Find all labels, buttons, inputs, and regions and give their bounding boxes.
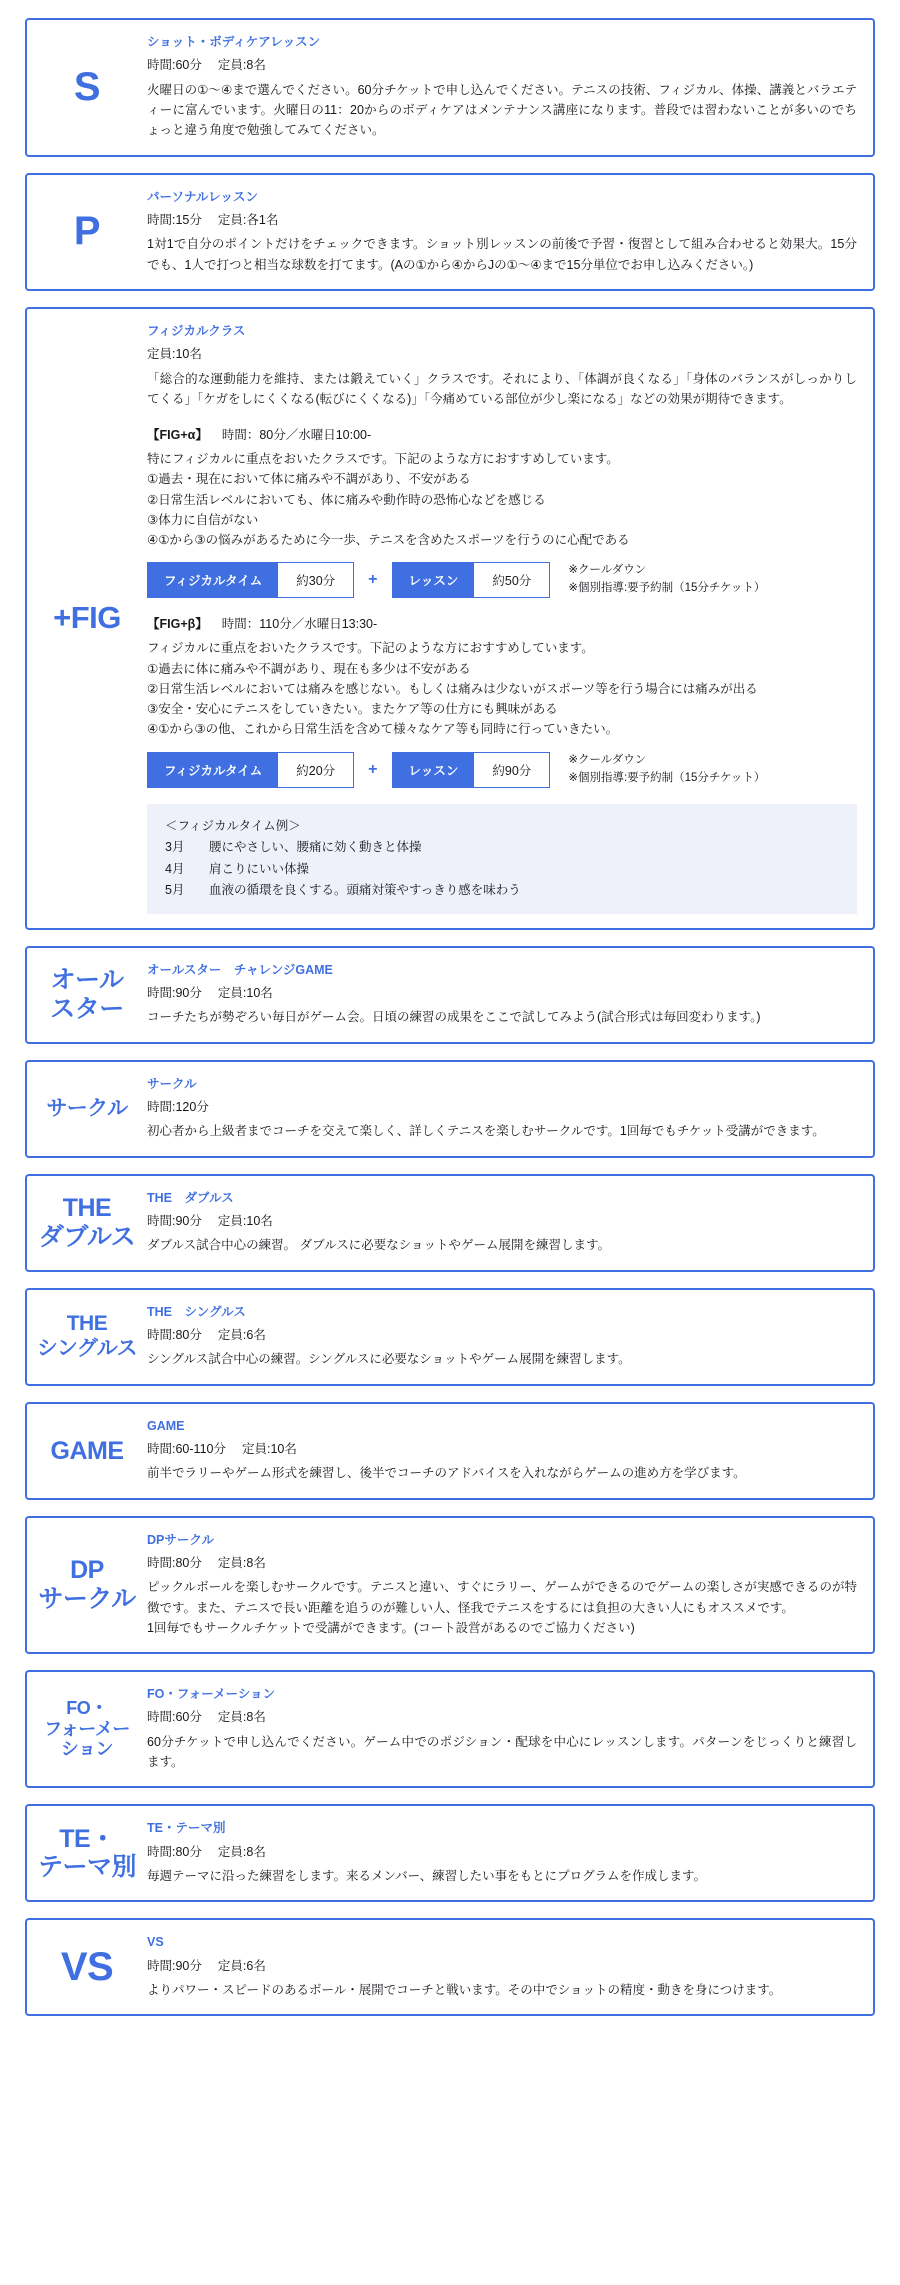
lesson-card-body: [147, 1076, 863, 1142]
subsection-line: ①過去・現在において体に痛みや不調があり、不安がある: [147, 472, 471, 487]
lesson-badge: VS: [60, 1944, 114, 1989]
lesson-time: 時間:15分: [147, 212, 202, 227]
lesson-meta: [147, 1958, 857, 1976]
example-text: 血液の循環を良くする。頭痛対策やすっきり感を味わう: [209, 883, 521, 897]
lesson-card-body: [147, 1418, 863, 1484]
lesson-badge: +FIG: [53, 599, 121, 635]
lesson-capacity: 定員:10名: [241, 1441, 297, 1456]
example-month: 5月: [165, 883, 185, 897]
flow-note: ※クールダウン: [568, 753, 647, 766]
lesson-title: THE シングルス: [147, 1304, 246, 1319]
lesson-cards-container: [25, 18, 875, 2016]
lesson-capacity: 定員:8名: [217, 1844, 266, 1859]
example-row: [165, 880, 839, 902]
lesson-card: [25, 1516, 875, 1655]
lesson-capacity: 定員:8名: [217, 58, 266, 73]
lesson-title: TE・テーマ別: [147, 1821, 226, 1836]
lesson-card-body: [147, 1190, 863, 1256]
flow-lesson-label: レッスン: [393, 753, 475, 787]
flow-pill-physical: [147, 562, 354, 598]
lesson-card: [25, 18, 875, 157]
subsection-time: 時間：80分／水曜日10:00-: [221, 428, 372, 442]
lesson-subsection: [147, 614, 857, 787]
subsection-line: ②日常生活レベルにおいても、体に痛みや動作時の恐怖心などを感じる: [147, 492, 546, 507]
lesson-card: [25, 1918, 875, 2016]
lesson-time: 定員:10名: [147, 347, 202, 361]
lesson-meta: [147, 212, 857, 230]
lesson-capacity: 定員:各1名: [217, 212, 279, 227]
lesson-card-body: [147, 34, 863, 141]
lesson-badge: THE シングルス: [36, 1312, 138, 1360]
lesson-meta: [147, 985, 857, 1003]
example-row: [165, 837, 839, 859]
lesson-card-body: [147, 323, 863, 914]
flow-pill-physical: [147, 752, 354, 788]
lesson-badge: FO・ フォーメー ション: [44, 1698, 130, 1760]
lesson-time: 時間:80分: [147, 1844, 202, 1859]
lesson-card: [25, 173, 875, 291]
lesson-description: ダブルス試合中心の練習。 ダブルスに必要なショットやゲーム展開を練習します。: [147, 1238, 610, 1253]
lesson-description: 1対1で自分のポイントだけをチェックできます。ショット別レッスンの前後で予習・復習として組み合わせると効果大。15分でも、1人で打つと相当な球数を打てます。(Aの①から④からJの①〜④まで15分単位でお申し込みください。): [147, 237, 857, 272]
lesson-title: パーソナルレッスン: [147, 189, 258, 204]
lesson-title: フィジカルクラス: [147, 323, 246, 338]
lesson-card-body: [147, 1686, 863, 1772]
lesson-badge: GAME: [50, 1436, 124, 1465]
lesson-title: オールスター チャレンジGAME: [147, 962, 333, 977]
lesson-description: 「総合的な運動能力を維持、または鍛えていく」クラスです。それにより、「体調が良くなる」「身体のバランスがしっかりしてくる」「ケガをしにくくなる(転びにくくなる)」「今痛めている部位が少し楽になる」などの効果が期待できます。: [147, 371, 857, 406]
lesson-badge: THE ダブルス: [38, 1193, 136, 1251]
subsection-line: ④①から③の悩みがあるために今一歩、テニスを含めたスポーツを行うのに心配である: [147, 533, 630, 547]
lesson-meta: [147, 1844, 857, 1862]
subsection-name: 【FIG+β】: [147, 617, 208, 632]
lesson-time: 時間:90分: [147, 1958, 202, 1973]
lesson-title: THE ダブルス: [147, 1190, 234, 1205]
flow-note: ※個別指導:要予約制（15分チケット）: [568, 582, 766, 595]
lesson-time: 時間:80分: [147, 1555, 202, 1570]
lesson-badge: オール スター: [50, 965, 124, 1023]
flow-note: ※個別指導:要予約制（15分チケット）: [568, 771, 766, 784]
lesson-title: サークル: [147, 1076, 197, 1091]
flow-notes: [568, 752, 765, 788]
lesson-time: 時間:60-110分: [147, 1441, 226, 1456]
flow-lesson-value: 約50分: [474, 563, 549, 597]
subsection-line: ③体力に自信がない: [147, 512, 259, 527]
lesson-badge: TE・ テーマ別: [37, 1824, 136, 1882]
lesson-capacity: 定員:6名: [217, 1327, 266, 1342]
subsection-line: 特にフィジカルに重点をおいたクラスです。下記のような方におすすめしています。: [147, 452, 619, 466]
lesson-description: 毎週テーマに沿った練習をします。来るメンバー、練習したい事をもとにプログラムを作成します。: [147, 1869, 707, 1883]
lesson-card-body: [147, 189, 863, 275]
lesson-capacity: 定員:10名: [217, 1213, 273, 1228]
lesson-meta: [147, 346, 857, 364]
flow-lesson-value: 約90分: [474, 753, 549, 787]
lesson-time: 時間:120分: [147, 1099, 209, 1114]
subsection-name: 【FIG+α】: [147, 428, 208, 442]
lesson-badge: S: [73, 64, 101, 109]
lesson-card: [25, 1174, 875, 1272]
lesson-badge: P: [73, 209, 101, 254]
flow-physical-value: 約20分: [278, 753, 353, 787]
example-row: [165, 859, 839, 881]
lesson-meta: [147, 1709, 857, 1727]
physical-time-examples: [147, 804, 857, 914]
flow-physical-value: 約30分: [278, 563, 353, 597]
flow-physical-label: フィジカルタイム: [148, 753, 278, 787]
lesson-meta: [147, 1441, 857, 1459]
flow-pill-lesson: [392, 562, 551, 598]
lesson-description: 前半でラリーやゲーム形式を練習し、後半でコーチのアドバイスを入れながらゲームの進め方を学びます。: [147, 1466, 746, 1481]
lesson-card: [25, 1060, 875, 1158]
lesson-meta: [147, 1099, 857, 1117]
examples-title: ＜フィジカルタイム例＞: [165, 818, 301, 833]
subsection-line: ④①から③の他、これから日常生活を含めて様々なケア等も同時に行っていきたい。: [147, 722, 619, 737]
subsection-line: フィジカルに重点をおいたクラスです。下記のような方におすすめしています。: [147, 641, 594, 656]
flow-note: ※クールダウン: [568, 564, 647, 577]
lesson-meta: [147, 57, 857, 75]
lesson-time: 時間:90分: [147, 1213, 202, 1228]
lesson-subsection: [147, 425, 857, 598]
lesson-time: 時間:80分: [147, 1327, 202, 1342]
example-text: 腰にやさしい、腰痛に効く動きと体操: [209, 840, 422, 854]
example-month: 4月: [165, 861, 185, 876]
lesson-badge: DP サークル: [38, 1556, 136, 1613]
example-month: 3月: [165, 840, 185, 854]
lesson-card-body: [147, 1934, 863, 2000]
lesson-card: [25, 1670, 875, 1788]
subsection-line: ②日常生活レベルにおいては痛みを感じない。もしくは痛みは少ないがスポーツ等を行う場合には痛みが出る: [147, 681, 758, 696]
flow-pill-lesson: [392, 752, 551, 788]
subsection-line: ③安全・安心にテニスをしていきたい。またケア等の仕方にも興味がある: [147, 702, 558, 716]
lesson-time: 時間:60分: [147, 58, 202, 73]
lesson-description: シングルス試合中心の練習。シングルスに必要なショットやゲーム展開を練習します。: [147, 1352, 631, 1367]
lesson-description: よりパワー・スピードのあるボール・展開でコーチと戦います。その中でショットの精度・動きを身につけます。: [147, 1983, 782, 1997]
lesson-card: [25, 1804, 875, 1902]
lesson-capacity: 定員:8名: [217, 1555, 266, 1570]
lesson-title: ショット・ボディケアレッスン: [147, 35, 321, 49]
lesson-badge: サークル: [46, 1096, 128, 1120]
lesson-card-body: [147, 1532, 863, 1639]
flow-physical-label: フィジカルタイム: [148, 563, 278, 597]
lesson-title: GAME: [147, 1418, 185, 1433]
lesson-card: [25, 946, 875, 1044]
lesson-meta: [147, 1327, 857, 1345]
subsection-heading: [147, 614, 857, 632]
lesson-meta: [147, 1555, 857, 1573]
lesson-capacity: 定員:10名: [217, 985, 273, 1000]
lesson-description: 60分チケットで申し込んでください。ゲーム中でのポジション・配球を中心にレッスンします。パターンをじっくりと練習します。: [147, 1734, 857, 1769]
program-flow: [147, 562, 857, 598]
flow-plus-icon: +: [368, 760, 378, 778]
lesson-description: コーチたちが勢ぞろい毎日がゲーム会。日頃の練習の成果をここで試してみよう(試合形式は毎回変わります。): [147, 1010, 761, 1025]
lesson-card-body: [147, 962, 863, 1028]
subsection-line: ①過去に体に痛みや不調があり、現在も多少は不安がある: [147, 661, 471, 676]
lesson-time: 時間:90分: [147, 985, 202, 1000]
lesson-card: [25, 1288, 875, 1386]
flow-lesson-label: レッスン: [393, 563, 475, 597]
lesson-title: FO・フォーメーション: [147, 1687, 276, 1701]
subsection-time: 時間：110分／水曜日13:30-: [221, 617, 378, 632]
lesson-description: 火曜日の①〜④まで選んでください。60分チケットで申し込んでください。テニスの技術、フィジカル、体操、講義とバラエティーに富んでいます。火曜日の11：20からのボディケアはメンテナンス講座になります。普段では習わないことが多いのでちょっと違う角度で勉強してみてください。: [147, 82, 857, 138]
lesson-card-body: [147, 1820, 863, 1886]
lesson-description: 初心者から上級者までコーチを交えて楽しく、詳しくテニスを楽しむサークルです。1回毎でもチケット受講ができます。: [147, 1124, 825, 1139]
flow-notes: [568, 562, 765, 598]
lesson-title: DPサークル: [147, 1532, 214, 1547]
lesson-card: [25, 1402, 875, 1500]
lesson-title: VS: [147, 1935, 164, 1950]
program-flow: [147, 752, 857, 788]
lesson-card-body: [147, 1304, 863, 1370]
lesson-meta: [147, 1213, 857, 1231]
lesson-card: [25, 307, 875, 930]
flow-plus-icon: +: [368, 571, 378, 589]
lesson-capacity: 定員:6名: [217, 1958, 266, 1973]
lesson-capacity: 定員:8名: [217, 1710, 266, 1725]
lesson-time: 時間:60分: [147, 1710, 202, 1725]
lesson-description: ピックルボールを楽しむサークルです。テニスと違い、すぐにラリー、ゲームができるのでゲームの楽しさが実感できるのが特徴です。また、テニスで長い距離を追うのが難しい人、怪我でテニスをするには負担の大きい人にもオススメです。 1回毎でもサークルチケットで受講ができます。(コート設営があるのでご協力ください): [147, 1580, 857, 1635]
subsection-heading: [147, 425, 857, 443]
example-text: 肩こりにいい体操: [209, 861, 310, 876]
